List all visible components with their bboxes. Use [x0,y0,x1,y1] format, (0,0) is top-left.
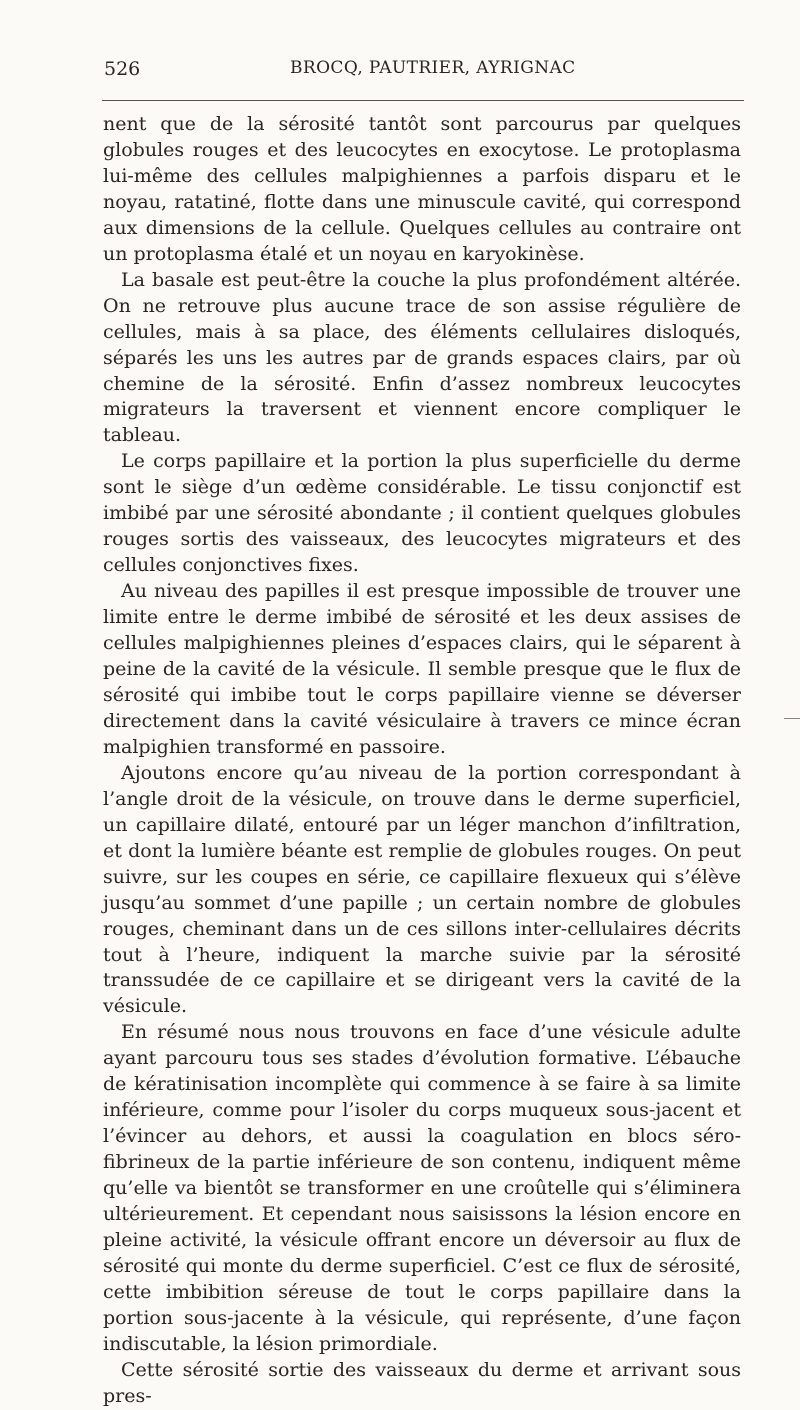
margin-mark [784,718,800,719]
paragraph: Le corps papillaire et la portion la plus superficielle du derme sont le siège d’un œdème considérable. Le tissu conjonctif est imbibé par une sérosité abondante ; il contient quelques globules rouges sortis des vaisseaux, des leucocytes migrateurs et des cellules conjonctives fixes. [103,450,741,577]
header-rule [102,100,744,101]
paragraph: Au niveau des papilles il est presque impossible de trouver une limite entre le derme imbibé de sérosité et les deux assises de cellules malpighiennes pleines d’espaces clairs, qui le séparent à peine de la cavité de la vésicule. Il semble presque que le flux de sérosité qui imbibe tout le corps papillaire vienne se déverser directement dans la cavité vésiculaire à travers ce mince écran malpighien transformé en passoire. [103,580,741,758]
page-header [104,58,742,86]
paragraph-continuation: nent que de la sérosité tantôt sont parcourus par quelques globules rouges et des leucocytes en exocytose. Le protoplasma lui-même des cellules malpighiennes a parfois disparu et le noyau, ratatiné, flotte dans une minuscule cavité, qui correspond aux dimensions de la cellule. Quelques cellules au contraire ont un protoplasma étalé et un noyau en karyokinèse. [103,113,741,265]
paragraph: Cette sérosité sortie des vaisseaux du derme et arrivant sous pres- [103,1358,741,1407]
paragraph: En résumé nous nous trouvons en face d’une vésicule adulte ayant parcouru tous ses stades d’évolution formative. L’ébauche de kératinisation incomplète qui commence à se faire à sa limite inférieure, comme pour l’isoler du corps muqueux sous-jacent et l’évincer au dehors, et aussi la coagulation en blocs séro-fibrineux de la partie inférieure de son contenu, indiquent même qu’elle va bientôt se transformer en une croûtelle qui s’éliminera ultérieurement. Et cependant nous saisissons la lésion encore en pleine activité, la vésicule offrant encore un déversoir au flux de sérosité qui monte du derme superficiel. C’est ce flux de sérosité, cette imbibition séreuse de tout le corps papillaire dans la portion sous-jacente à la vésicule, qui représente, d’une façon indiscutable, la lésion primordiale. [103,1021,741,1355]
body-text [103,112,741,1410]
page-number: 526 [104,58,141,80]
paragraph: La basale est peut-être la couche la plus profondément altérée. On ne retrouve plus aucune trace de son assise régulière de cellules, mais à sa place, des éléments cellulaires disloqués, séparés les uns les autres par de grands espaces clairs, par où chemine de la sérosité. Enfin d’assez nombreux leucocytes migrateurs la traversent et viennent encore compliquer le tableau. [103,268,741,447]
running-head: BROCQ, PAUTRIER, AYRIGNAC [290,58,576,78]
paragraph: Ajoutons encore qu’au niveau de la portion correspondant à l’angle droit de la vésicule, on trouve dans le derme superficiel, un capillaire dilaté, entouré par un léger manchon d’infiltration, et dont la lumière béante est remplie de globules rouges. On peut suivre, sur les coupes en série, ce capillaire flexueux qui s’élève jusqu’au sommet d’une papille ; un certain nombre de globules rouges, cheminant dans un de ces sillons inter-cellulaires décrits tout à l’heure, indiquent la marche suivie par la sérosité transsudée de ce capillaire et se dirigeant vers la cavité de la vésicule. [103,761,741,1018]
